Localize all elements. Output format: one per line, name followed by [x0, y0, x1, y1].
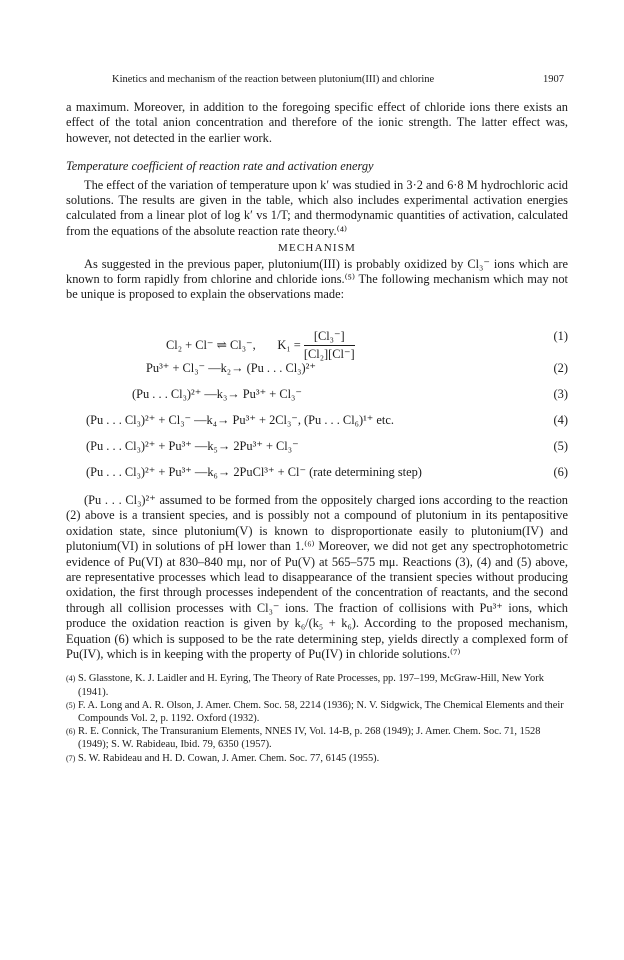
equation-4-number: (4)	[553, 412, 568, 427]
fraction-denominator: [Cl₂][Cl⁻]	[303, 347, 355, 362]
equation-1-number: (1)	[553, 328, 568, 343]
equation-6	[66, 461, 568, 487]
paragraph-mechanism: As suggested in the previous paper, plutonium(III) is probably oxidized by Cl₃⁻ ions which are known to form rapidly from chlorine and chloride ions.⁽⁵⁾ The following mechanism which may not be unique is proposed to explain the observations made:	[66, 256, 568, 302]
equation-4	[66, 409, 568, 435]
footnote-6-mark: (6)	[66, 727, 76, 737]
article-body	[66, 100, 568, 765]
footnote-7-mark: (7)	[66, 753, 76, 763]
mechanism-heading: MECHANISM	[277, 242, 357, 255]
equation-1-lhs: Cl₂ + Cl⁻ ⇌ Cl₃⁻,	[166, 337, 256, 352]
equation-5	[66, 435, 568, 461]
footnote-5	[66, 699, 568, 725]
equation-3-text: (Pu . . . Cl₃)²⁺ —k₃→ Pu³⁺ + Cl₃⁻	[132, 386, 302, 401]
footnote-5-text: F. A. Long and A. R. Olson, J. Amer. Chem. Soc. 58, 2214 (1936); N. V. Sidgwick, The Chemical Elements and their Compounds Vol. 2, p. 1192. Oxford (1932).	[77, 699, 564, 724]
equation-4-text: (Pu . . . Cl₃)²⁺ + Cl₃⁻ —k₄→ Pu³⁺ + 2Cl₃⁻, (Pu . . . Cl₆)¹⁺ etc.	[86, 412, 394, 427]
footnotes	[66, 672, 568, 764]
footnote-6	[66, 725, 568, 751]
paragraph-temperature: The effect of the variation of temperature upon k′ was studied in 3·2 and 6·8 M hydrochloric acid solutions. The results are given in the table, which also includes experimental activation energies calculated from a linear plot of log k′ vs 1/T; and thermodynamic quantities of activation, calculated from the equations of the absolute reaction rate theory.⁽⁴⁾	[66, 177, 568, 238]
equation-1	[66, 309, 568, 362]
equation-3-number: (3)	[553, 386, 568, 401]
section-heading: Temperature coefficient of reaction rate and activation energy	[66, 159, 374, 174]
footnote-4-text: S. Glasstone, K. J. Laidler and H. Eyring, The Theory of Rate Processes, pp. 197–199, McGraw-Hill, New York (1941).	[77, 673, 544, 698]
footnote-7-text: S. W. Rabideau and H. D. Cowan, J. Amer. Chem. Soc. 77, 6145 (1955).	[77, 752, 380, 764]
equation-5-text: (Pu . . . Cl₃)²⁺ + Pu³⁺ —k₅→ 2Pu³⁺ + Cl₃⁻	[86, 438, 299, 453]
paragraph-discussion: (Pu . . . Cl₃)²⁺ assumed to be formed from the oppositely charged ions according to the reaction (2) above is a transient species, and is possibly not a compound of plutonium in its pentapositive oxidation state, since plutonium(V) is known to disproportionate easily to plutonium(IV) and plutonium(VI) in solutions of pH lower than 1.⁽⁶⁾ Moreover, we did not get any spectrophotometric evidence of Pu(VI) at 830–840 mμ, nor of Pu(V) at 565–575 mμ. Reactions (3), (4) and (5) above, are representative processes which lead to disappearance of the transient species without producing oxidation, the first through processes independent of the concentration of reactants, and the second through all collision processes with Cl₃⁻ ions. The fraction of collisions with Pu³⁺ ions, which produce the oxidation reaction is given by k₆/(k₅ + k₆). According to the proposed mechanism, Equation (6) which is supposed to be the rate determining step, yields directly a complexed form of Pu(IV), which is in keeping with the property of Pu(IV) in chloride solutions.⁽⁷⁾	[66, 492, 568, 661]
equation-3	[66, 383, 568, 409]
equation-5-number: (5)	[553, 438, 568, 453]
equation-6-text: (Pu . . . Cl₃)²⁺ + Pu³⁺ —k₆→ 2PuCl³⁺ + Cl⁻ (rate determining step)	[86, 464, 422, 479]
equation-2-text: Pu³⁺ + Cl₃⁻ —k₂→ (Pu . . . Cl₃)²⁺	[146, 360, 316, 375]
equation-block	[66, 309, 568, 487]
paragraph-intro: a maximum. Moreover, in addition to the foregoing specific effect of chloride ions there exists an effect of the total anion concentration and therefore of the ionic strength. The latter effect was, however, not detected in the earlier work.	[66, 100, 568, 145]
footnote-4-mark: (4)	[66, 674, 76, 684]
equation-1-k-label: K₁ =	[277, 337, 301, 352]
page-number: 1907	[543, 74, 564, 85]
footnote-7	[66, 752, 568, 765]
running-title: Kinetics and mechanism of the reaction between plutonium(III) and chlorine	[112, 74, 435, 85]
equation-6-number: (6)	[553, 464, 568, 479]
footnote-5-mark: (5)	[66, 700, 76, 710]
footnote-4	[66, 672, 568, 698]
equation-2	[66, 357, 568, 383]
fraction-numerator: [Cl₃⁻]	[304, 329, 355, 346]
footnote-6-text: R. E. Connick, The Transuranium Elements, NNES IV, Vol. 14-B, p. 268 (1949); J. Amer. Chem. Soc. 71, 1528 (1949); S. W. Rabideau, Ibid. 79, 6350 (1957).	[77, 726, 541, 751]
equation-2-number: (2)	[553, 360, 568, 375]
